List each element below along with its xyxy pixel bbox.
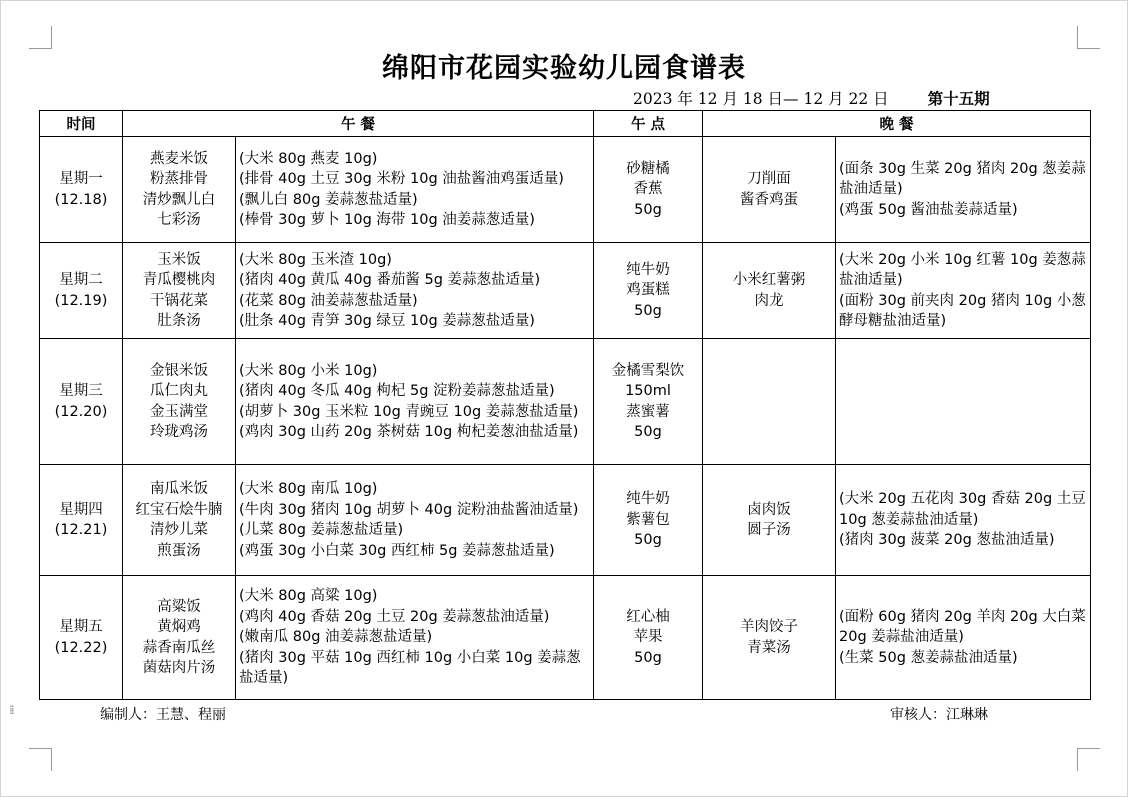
lunch-ingredient-line: (棒骨 30g 萝卜 10g 海带 10g 油姜蒜葱适量)	[239, 212, 535, 228]
dinner-dish: 酱香鸡蛋	[740, 191, 798, 208]
day-cell	[40, 576, 123, 700]
menu-table	[39, 110, 1091, 700]
lunch-dish: 瓜仁肉丸	[150, 383, 208, 399]
dinner-dish: 羊肉饺子	[740, 619, 798, 635]
day-row	[40, 243, 1091, 339]
header-dinner: 晚 餐	[703, 111, 1091, 137]
snack-item: 150ml	[625, 383, 671, 399]
header-row	[40, 111, 1091, 137]
weekday-label: 星期三	[59, 383, 103, 399]
dinner-ingredient-line: (面条 30g 生菜 20g 猪肉 20g 葱姜蒜盐油适量)	[839, 160, 1086, 198]
lunch-ingredient-line: (鸡蛋 30g 小白菜 30g 西红柿 5g 姜蒜葱盐适量)	[239, 542, 555, 559]
lunch-details-cell	[236, 465, 594, 576]
dinner-ingredient-line: (猪肉 30g 菠菜 20g 葱盐油适量)	[839, 532, 1055, 549]
dinner-dishes-cell	[703, 137, 836, 243]
dinner-dishes-cell	[703, 465, 836, 576]
day-cell	[40, 465, 123, 576]
snack-item: 纯牛奶	[626, 491, 670, 508]
lunch-dish: 黄焖鸡	[157, 619, 201, 635]
snack-cell	[594, 465, 703, 576]
compiler-label: 编制人：王慧、程丽	[100, 707, 226, 723]
weekday-label: 星期五	[59, 619, 103, 635]
dinner-ingredient-line: (生菜 50g 葱姜蒜盐油适量)	[839, 649, 1018, 666]
lunch-ingredient-line: (大米 80g 南瓜 10g)	[239, 481, 378, 497]
dinner-dish: 刀削面	[747, 171, 791, 187]
snack-item: 50g	[634, 424, 662, 440]
date-label: (12.19)	[54, 292, 108, 309]
lunch-dish: 粉蒸排骨	[150, 171, 208, 187]
lunch-ingredient-line: (胡萝卜 30g 玉米粒 10g 青豌豆 10g 姜蒜葱盐适量)	[239, 403, 579, 420]
lunch-ingredient-line: (大米 80g 燕麦 10g)	[239, 150, 378, 167]
lunch-ingredient-line: (大米 80g 小米 10g)	[239, 362, 378, 379]
lunch-dish: 干锅花菜	[150, 292, 208, 309]
snack-item: 紫薯包	[626, 511, 670, 528]
snack-cell	[594, 137, 703, 243]
dinner-details-cell	[836, 465, 1091, 576]
snack-item: 50g	[634, 532, 662, 549]
header-snack: 午 点	[594, 111, 703, 137]
lunch-dish: 七彩汤	[157, 212, 201, 228]
lunch-ingredient-line: (大米 80g 玉米渣 10g)	[239, 251, 392, 268]
lunch-ingredient-line: (大米 80g 高粱 10g)	[239, 588, 378, 605]
lunch-details-cell	[236, 576, 594, 700]
lunch-ingredient-line: (儿菜 80g 姜蒜葱盐适量)	[239, 522, 404, 538]
lunch-ingredient-line: (排骨 40g 土豆 30g 米粉 10g 油盐酱油鸡蛋适量)	[239, 171, 564, 187]
lunch-dish: 红宝石烩牛腩	[135, 501, 223, 518]
subtitle	[633, 87, 990, 109]
date-label: (12.21)	[54, 522, 108, 538]
dinner-ingredient-line: (鸡蛋 50g 酱油盐姜蒜适量)	[839, 201, 1018, 218]
lunch-dish: 金银米饭	[150, 362, 208, 379]
lunch-dish: 高粱饭	[157, 598, 201, 615]
dinner-details-cell	[836, 243, 1091, 339]
lunch-dish: 金玉满堂	[150, 403, 208, 420]
day-row	[40, 137, 1091, 243]
header-time: 时间	[40, 111, 123, 137]
date-range: 2023 年 12 月 18 日— 12 月 22 日	[633, 90, 889, 108]
date-label: (12.18)	[54, 191, 108, 208]
lunch-dish: 青瓜樱桃肉	[142, 272, 216, 288]
dinner-dishes-cell	[703, 339, 836, 465]
lunch-dish: 燕麦米饭	[150, 150, 208, 167]
lunch-ingredient-line: (花菜 80g 油姜蒜葱盐适量)	[239, 292, 418, 309]
day-row	[40, 339, 1091, 465]
snack-cell	[594, 339, 703, 465]
header-lunch: 午 餐	[123, 111, 594, 137]
lunch-dish: 清炒飘儿白	[142, 191, 216, 208]
lunch-dish: 玲珑鸡汤	[150, 424, 208, 440]
snack-item: 蒸蜜薯	[626, 403, 670, 420]
lunch-ingredient-line: (牛肉 30g 猪肉 10g 胡萝卜 40g 淀粉油盐酱油适量)	[239, 501, 579, 518]
reviewer-label: 审核人：江琳琳	[890, 707, 988, 723]
margin-corner-bottom-left	[29, 748, 52, 771]
lunch-dishes-cell	[123, 465, 236, 576]
dinner-dish: 青菜汤	[747, 639, 791, 656]
snack-item: 鸡蛋糕	[626, 282, 670, 299]
dinner-dish: 圆子汤	[747, 522, 791, 538]
lunch-details-cell	[236, 243, 594, 339]
lunch-details-cell	[236, 137, 594, 243]
dinner-dish: 卤肉饭	[747, 501, 791, 518]
dinner-details-cell	[836, 576, 1091, 700]
snack-item: 50g	[634, 649, 662, 666]
lunch-dish: 清炒儿菜	[150, 522, 208, 538]
date-label: (12.20)	[54, 403, 108, 420]
lunch-dishes-cell	[123, 576, 236, 700]
lunch-ingredient-line: (鸡肉 40g 香菇 20g 土豆 20g 姜蒜葱盐油适量)	[239, 608, 550, 625]
lunch-dish: 菌菇肉片汤	[142, 660, 216, 676]
snack-item: 纯牛奶	[626, 261, 670, 278]
lunch-dishes-cell	[123, 339, 236, 465]
snack-cell	[594, 243, 703, 339]
lunch-dishes-cell	[123, 243, 236, 339]
date-label: (12.22)	[54, 639, 108, 656]
lunch-dish: 蒜香南瓜丝	[142, 639, 216, 656]
lunch-ingredient-line: (肚条 40g 青笋 30g 绿豆 10g 姜蒜葱盐适量)	[239, 313, 535, 329]
lunch-ingredient-line: (猪肉 40g 黄瓜 40g 番茄酱 5g 姜蒜葱盐适量)	[239, 272, 541, 288]
weekday-label: 星期四	[59, 501, 103, 518]
snack-item: 金橘雪梨饮	[611, 362, 685, 379]
dinner-ingredient-line: (面粉 60g 猪肉 20g 羊肉 20g 大白菜 20g 姜蒜盐油适量)	[839, 608, 1086, 646]
page-title: 绵阳市花园实验幼儿园食谱表	[382, 53, 746, 84]
menu-body	[40, 137, 1091, 700]
day-cell	[40, 243, 123, 339]
dinner-dishes-cell	[703, 243, 836, 339]
weekday-label: 星期二	[59, 272, 103, 288]
lunch-ingredient-line: (猪肉 30g 平菇 10g 西红柿 10g 小白菜 10g 姜蒜葱盐适量)	[239, 649, 581, 687]
snack-item: 砂糖橘	[626, 160, 670, 177]
weekday-label: 星期一	[59, 171, 103, 187]
lunch-ingredient-line: (鸡肉 30g 山药 20g 茶树菇 10g 枸杞姜葱油盐适量)	[239, 424, 579, 440]
lunch-ingredient-line: (嫩南瓜 80g 油姜蒜葱盐适量)	[239, 629, 433, 646]
margin-corner-bottom-right	[1077, 748, 1100, 771]
lunch-details-cell	[236, 339, 594, 465]
period-label: 第十五期	[927, 90, 990, 108]
day-cell	[40, 339, 123, 465]
drag-handle-icon[interactable]: ⁞⁞	[9, 703, 13, 717]
dinner-dish: 小米红薯粥	[732, 272, 806, 288]
snack-item: 50g	[634, 201, 662, 218]
dinner-dish: 肉龙	[754, 292, 784, 309]
snack-item: 红心柚	[626, 608, 670, 625]
lunch-dish: 南瓜米饭	[150, 481, 208, 497]
lunch-ingredient-line: (飘儿白 80g 姜蒜葱盐适量)	[239, 191, 418, 208]
dinner-details-cell	[836, 137, 1091, 243]
snack-item: 苹果	[633, 629, 663, 646]
lunch-dishes-cell	[123, 137, 236, 243]
snack-item: 50g	[634, 302, 662, 319]
lunch-ingredient-line: (猪肉 40g 冬瓜 40g 枸杞 5g 淀粉姜蒜葱盐适量)	[239, 383, 555, 399]
dinner-ingredient-line: (大米 20g 五花肉 30g 香菇 20g 土豆 10g 葱姜蒜盐油适量)	[839, 491, 1086, 528]
dinner-ingredient-line: (面粉 30g 前夹肉 20g 猪肉 10g 小葱酵母糖盐油适量)	[839, 292, 1086, 329]
dinner-details-cell	[836, 339, 1091, 465]
snack-item: 香蕉	[633, 181, 663, 198]
snack-cell	[594, 576, 703, 700]
day-row	[40, 465, 1091, 576]
dinner-dishes-cell	[703, 576, 836, 700]
lunch-dish: 玉米饭	[157, 251, 201, 268]
day-cell	[40, 137, 123, 243]
lunch-dish: 肚条汤	[157, 313, 201, 329]
dinner-ingredient-line: (大米 20g 小米 10g 红薯 10g 姜葱蒜盐油适量)	[839, 251, 1086, 288]
lunch-dish: 煎蛋汤	[157, 542, 201, 559]
day-row	[40, 576, 1091, 700]
